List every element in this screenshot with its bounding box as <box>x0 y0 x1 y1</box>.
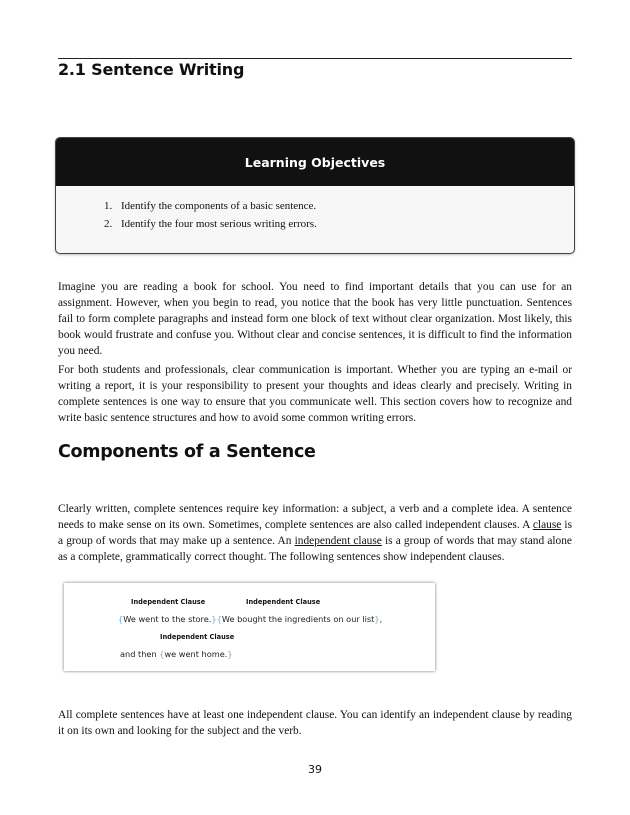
text-run: is a group of words that may stand alone as a complete, grammatically correct thought. The following sentences show independent clauses. <box>58 535 572 564</box>
term-independent-clause: independent clause <box>294 535 382 548</box>
objective-text: Identify the components of a basic sentence. <box>121 200 317 212</box>
paragraph-intro: Imagine you are reading a book for school. You need to find important details that you can use for an assignment. However, when you begin to read, you notice that the book has very little punctuation. Sentences fail to form complete paragraphs and instead form one block of text without clear organization. Most likely, this book would frustrate and confuse you. Without clear and concise sentences, it is difficult to find the information you need. <box>58 281 572 358</box>
clause-text: We went to the store. <box>123 614 212 624</box>
independent-clause-figure <box>64 583 435 671</box>
brace: { <box>118 614 124 624</box>
paragraph-components <box>58 501 572 565</box>
figure-label: Independent Clause <box>160 633 235 641</box>
figure-line-2 <box>120 649 233 659</box>
learning-objectives-box <box>55 137 575 254</box>
objective-item <box>104 218 574 230</box>
paragraph-communication: For both students and professionals, clear communication is important. Whether you are typing an e-mail or writing a report, it is your responsibility to present your thoughts and ideas clearly and precisely. Writing in complete sentences is one way to ensure that you communicate well. This section covers how to recognize and write basic sentence structures and how to avoid some common writing errors. <box>58 364 572 425</box>
figure-label: Independent Clause <box>246 598 321 606</box>
clause-text: we went home. <box>164 649 228 659</box>
page-number: 39 <box>308 763 322 776</box>
punctuation: , <box>379 614 383 624</box>
term-clause: clause <box>532 519 562 532</box>
brace: } <box>374 614 380 624</box>
clause-text: We bought the ingredients on our list <box>221 614 375 624</box>
brace: } <box>211 614 217 624</box>
objective-number: 2. <box>104 218 113 230</box>
section-title: 2.1 Sentence Writing <box>58 60 245 79</box>
objectives-list <box>104 200 574 230</box>
figure-line-1 <box>118 614 382 624</box>
brace: { <box>216 614 222 624</box>
text-run: Clearly written, complete sentences require key information: a subject, a verb and a complete idea. A sentence needs to make sense on its own. Sometimes, complete sentences are also called independent clauses. A <box>58 503 572 532</box>
figure-label: Independent Clause <box>131 598 206 606</box>
top-rule <box>58 58 572 59</box>
components-heading: Components of a Sentence <box>58 442 316 462</box>
brace: { <box>159 649 165 659</box>
objective-text: Identify the four most serious writing errors. <box>121 218 317 230</box>
objective-item <box>104 200 574 212</box>
learning-objectives-header: Learning Objectives <box>56 138 574 186</box>
paragraph-conclusion: All complete sentences have at least one independent clause. You can identify an independent clause by reading it on its own and looking for the subject and the verb. <box>58 709 572 738</box>
text-run: is a group of words that may make up a sentence. An <box>58 519 572 548</box>
clause-prefix: and then <box>120 649 160 659</box>
objective-number: 1. <box>104 200 113 212</box>
brace: } <box>227 649 233 659</box>
